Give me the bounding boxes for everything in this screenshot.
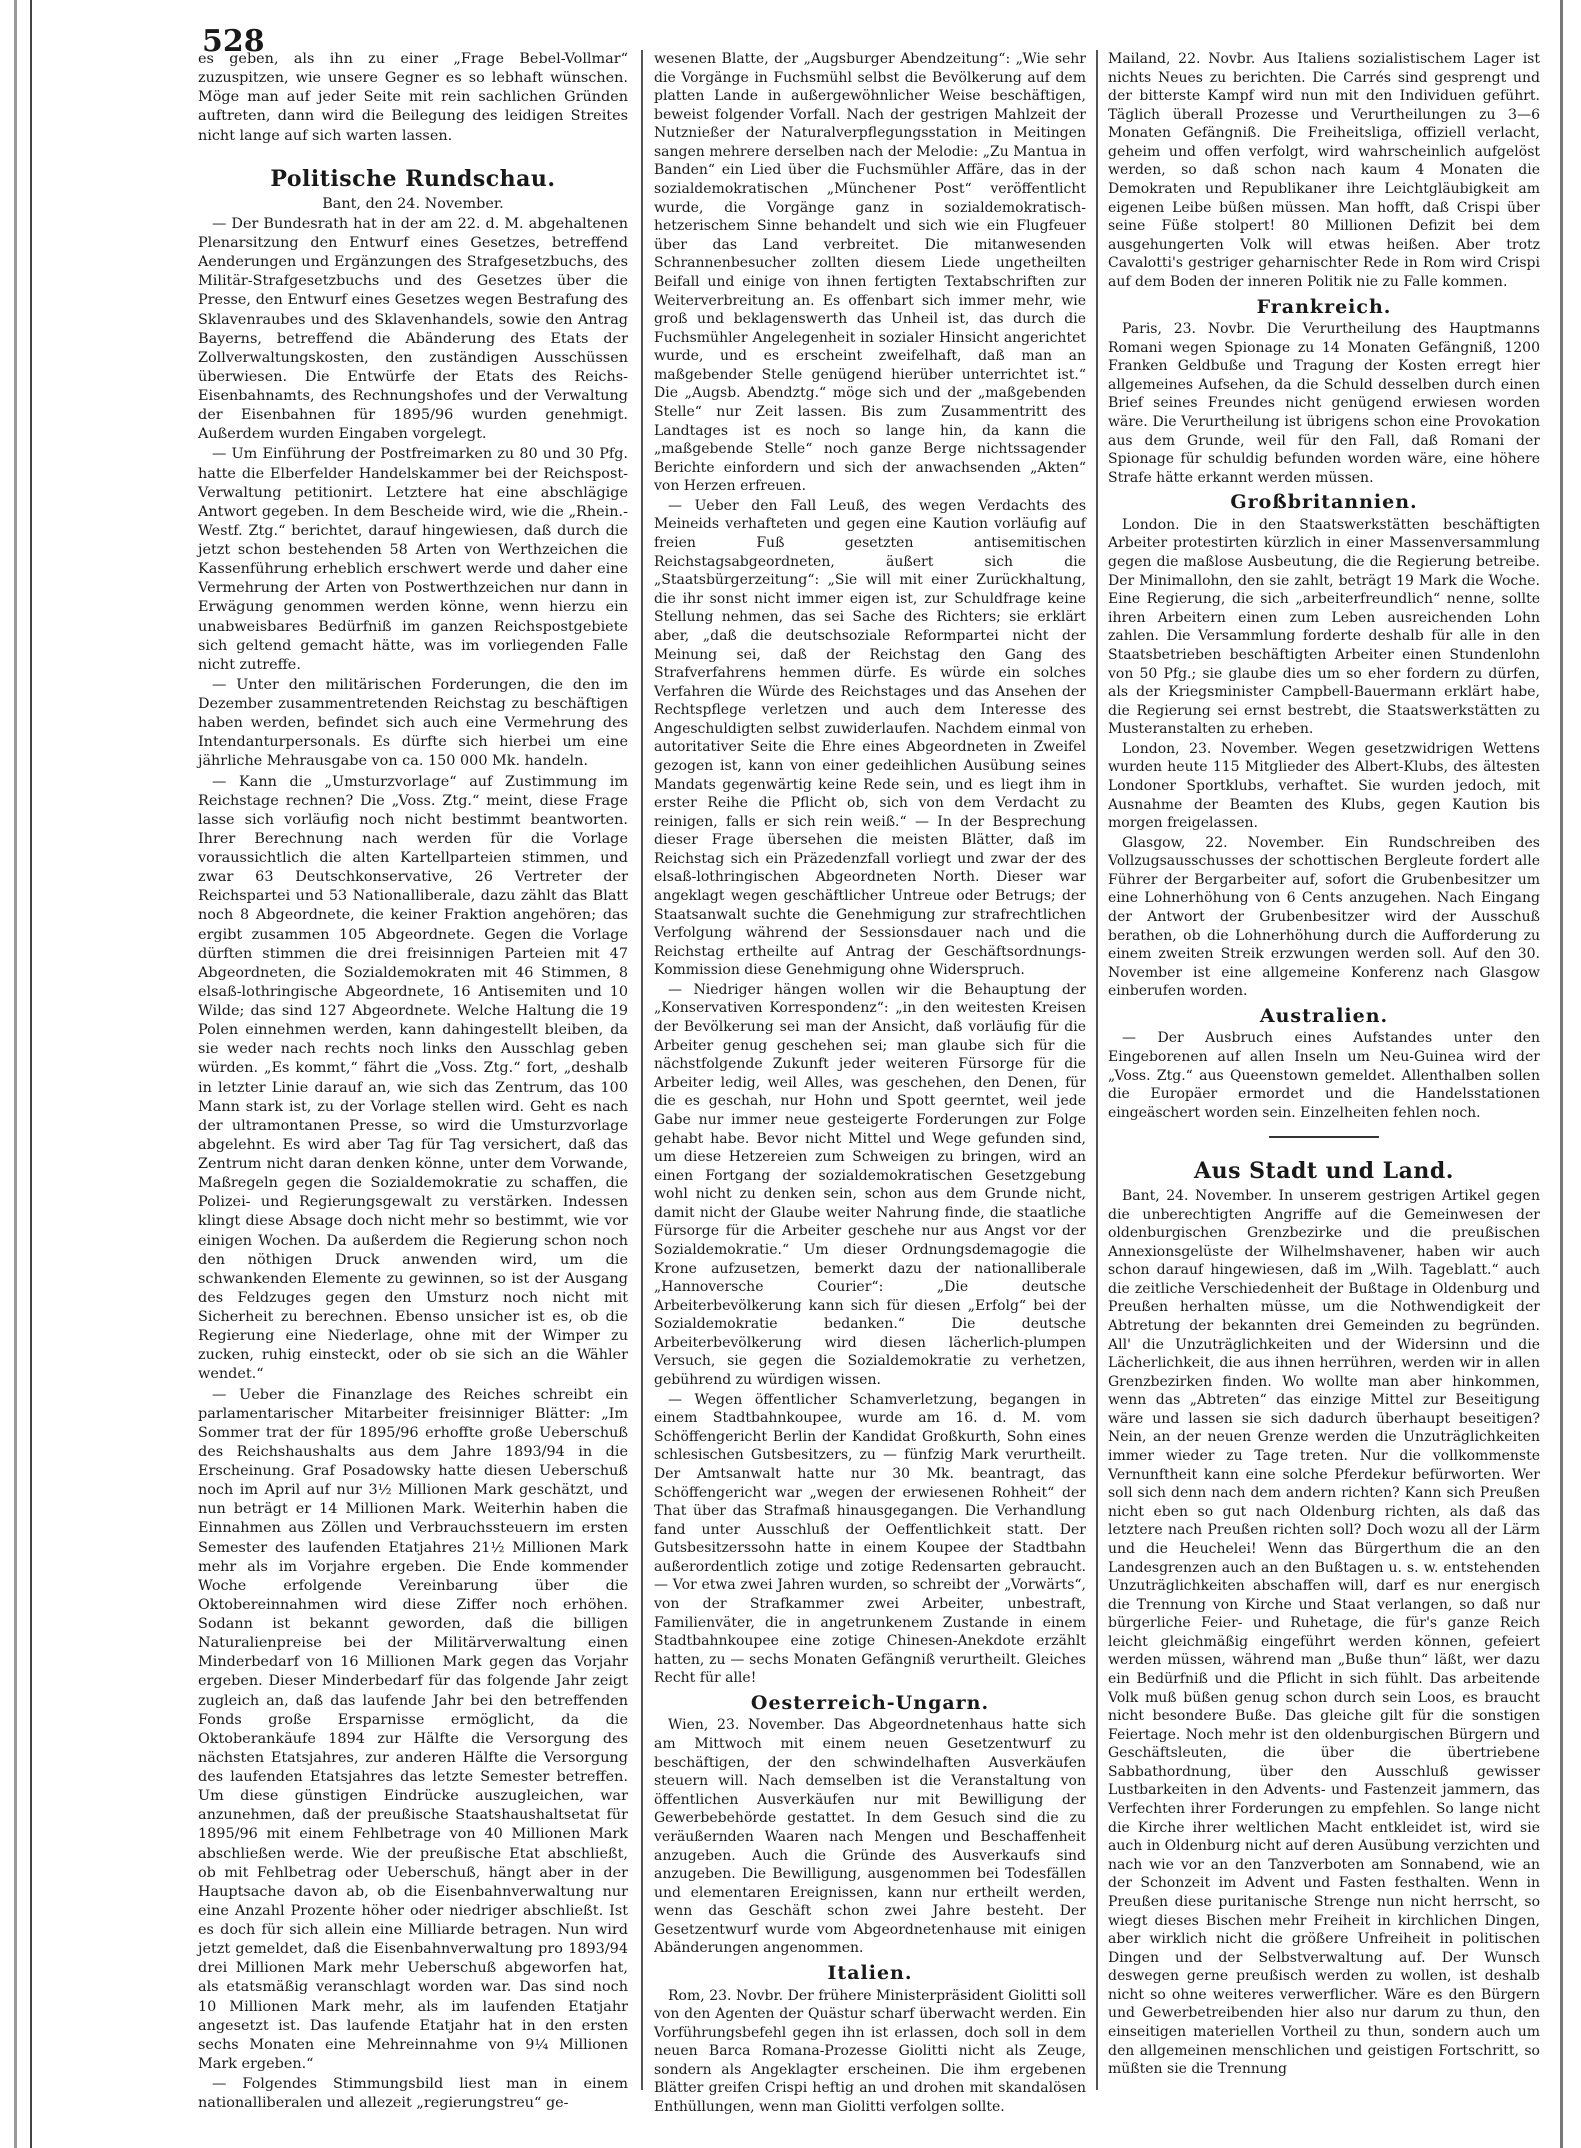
column-rule-1 [641,50,643,2090]
news-item-schamverletzung: — Wegen öffentlicher Schamverletzung, begangen in einem Stadtbahnkoupee, wurde am 16. d. M. vom Schöffengericht Berlin der Kandidat Großkurth, Sohn eines schlesischen Gutsbesitzers, zu — fünfzig Mark verurtheilt. Der Amtsanwalt hatte nur 30 Mk. beantragt, das Schöffengericht war „wegen der erwiesenen Rohheit“ der That über das Strafmaß hinausgegangen. Die Verhandlung fand unter Ausschluß der Oeffentlichkeit statt. Der Gutsbesitzerssohn hatte in einem Koupee der Stadtbahn außerordentlich zotige und zotige Redensarten gebraucht. — Vor etwa zwei Jahren wurden, so schreibt der „Vorwärts“, von der Strafkammer zwei Arbeiter, unbestraft, Familienväter, die in angetrunkenem Zustande in einem Stadtbahnkoupee eine zotige Chinesen-Anekdote erzählt hatten, zu — sechs Monaten Gefängniß verurtheilt. Gleiches Recht für alle! [654,1391,1086,1687]
section-heading-politische-rundschau: Politische Rundschau. [270,165,556,192]
news-item-bundesrath: — Der Bundesrath hat in der am 22. d. M. abgehaltenen Plenarsitzung den Entwurf eines Gesetzes, betreffend Aenderungen und Ergänzungen des Strafgesetzbuchs, des Militär-Strafgesetzbuchs und des Gesetzes über die Presse, den Entwurf eines Gesetzes wegen Bestrafung des Sklavenraubes und des Sklavenhandels, sowie den Antrag Bayerns, betreffend die Abänderung des Etats der Zollverwaltungskosten, den zuständigen Ausschüssen überwiesen. Die Entwürfe der Etats des Reichs-Eisenbahnamts, des Rechnungshofes und der Verwaltung der Eisenbahnen für 1895/96 wurden genehmigt. Außerdem wurden Eingaben vorgelegt. [198,215,628,443]
column-left [198,50,628,2114]
column-right [1108,50,1540,2080]
news-item-konservative: — Niedriger hängen wollen wir die Behauptung der „Konservativen Korrespondenz“: „in den weitesten Kreisen der Bevölkerung sei man der Ansicht, daß vorläufig für die Arbeiter genug geschehen sei; man glaube sich für die nächstfolgende Zukunft jeder weiteren Fürsorge für die Arbeiter ledig, weil Alles, was geschehen, den Denen, für die es geschah, nur Hohn und Spott geerntet, weil jede Gabe nur immer neue gesteigerte Forderungen zur Folge gehabt habe. Bevor nicht Mittel und Wege gefunden sind, um diese Hetzereien zum Schweigen zu bringen, wird an einen Fortgang der sozialdemokratischen Gesetzgebung wohl nicht zu denken sein, schon aus dem Grunde nicht, damit nicht der Glaube weiter Nahrung finde, die staatliche Fürsorge für die Arbeiter geschehe nur aus Angst vor der Sozialdemokratie.“ Um dieser Ordnungsdemagogie die Krone aufzusetzen, bemerkt dazu der nationalliberale „Hannoversche Courier“: „Die deutsche Arbeiterbevölkerung kann sich für diesen „Erfolg“ bei der Sozialdemokratie bedanken.“ Die deutsche Arbeiterbevölkerung wird diesen lächerlich-plumpen Versuch, sie gegen die Sozialdemokratie zu verhetzen, gebührend zu würdigen wissen. [654,981,1086,1389]
section-divider [1269,1136,1379,1138]
news-item-london-1: London. Die in den Staatswerkstätten beschäftigten Arbeiter protestirten kürzlich in einer Massenversammlung gegen die maßlose Ausbeutung, die die Regierung betreibe. Der Minimallohn, den sie zahlt, beträgt 19 Mark die Woche. Eine Regierung, die sich „arbeiterfreundlich“ nenne, sollte ihren Arbeitern einen zum Leben ausreichenden Lohn zahlen. Die Versammlung forderte deshalb für alle in den Staatsbetrieben beschäftigten Arbeiter einen Stundenlohn von 50 Pfg.; sie glaube dies um so eher fordern zu dürfen, als der Kriegsminister Campbell-Bauermann erklärt habe, die Regierung sei ernst bestrebt, die Staatswerkstätten zu Musteranstalten zu erheben. [1108,516,1540,738]
section-heading-italien: Italien. [827,1961,913,1984]
section-heading-aus-stadt-und-land: Aus Stadt und Land. [1194,1158,1454,1185]
section-heading-grossbritannien: Großbritannien. [1230,491,1418,514]
section-heading-oesterreich: Oesterreich-Ungarn. [750,1691,990,1714]
news-item-fall-leuss: — Ueber den Fall Leuß, des wegen Verdachts des Meineids verhafteten und gegen eine Kaution vorläufig auf freien Fuß gesetzten antisemitischen Reichstagsabgeordneten, äußert sich die „Staatsbürgerzeitung“: „Sie will mit einer Zurückhaltung, die ihr sonst nicht immer eigen ist, zur Schuldfrage keine Stellung nehmen, das sei Sache des Richters; sie erklärt aber, „daß die deutschsoziale Reformpartei nicht der Meinung sei, daß der Reichstag den Gang des Strafverfahrens hemmen dürfe. Es würde ein solches Verfahren die Würde des Reichstages und das Ansehen der Rechtspflege verletzen und auch dem Interesse des Angeschuldigten selbst zuwiderlaufen. Nachdem einmal von autoritativer Seite die Ehre eines Abgeordneten in Zweifel gezogen ist, kann von einer gedeihlichen Ausübung seines Mandats gegenwärtig keine Rede sein, und es liegt ihm in erster Reihe die Pflicht ob, sich von dem Verdacht zu reinigen, falls er sich rein weiß.“ — In der Besprechung dieser Frage übersehen die meisten Blätter, daß im Reichstag sich ein Präzedenzfall vorliegt und zwar der des elsaß-lothringischen Abgeordneten North. Dieser war angeklagt wegen geschäftlicher Untreue oder Betrugs; der Staatsanwalt suchte die Genehmigung zur strafrechtlichen Verfolgung während der Sessionsdauer nach und die Reichstag ertheilte auf Antrag der Geschäftsordnungs-Kommission diese Genehmigung ohne Widerspruch. [654,497,1086,979]
news-item-militaer: — Unter den militärischen Forderungen, die den im Dezember zusammentretenden Reichstag zu beschäftigen haben werden, befindet sich auch eine Vermehrung des Intendanturpersonals. Es dürfte sich hierbei um eine jährliche Mehrausgabe von ca. 150 000 Mk. handeln. [198,676,628,770]
news-item-rom: Rom, 23. Novbr. Der frühere Ministerpräsident Giolitti soll von den Agenten der Quästur scharf überwacht werden. Ein Vorführungsbefehl gegen ihn ist erlassen, doch soll in dem neuen Barca Romana-Prozesse Giolitti nicht als Zeuge, sondern als Angeklagter erscheinen. Die ihm ergebenen Blätter greifen Crispi heftig an und drohen mit skandalösen Enthüllungen, wenn man Giolitti verfolgen sollte. [654,1987,1086,2116]
page-binding-edge [0,0,32,2148]
section-heading-australien: Australien. [1259,1004,1389,1027]
right-page-edge [1560,0,1581,2148]
column-rule-2 [1096,50,1098,2090]
news-item-wien: Wien, 23. November. Das Abgeordnetenhaus hatte sich am Mittwoch mit einem neuen Gesetzentwurf zu beschäftigen, der den schwindelhaften Ausverkäufen steuern will. Nach demselben ist die Veranstaltung von öffentlichen Ausverkäufen nur mit Bewilligung der Gewerbebehörde gestattet. In dem Gesuch sind die zu veräußernden Waaren nach Mengen und Beschaffenheit anzugeben. Auch die Gründe des Ausverkaufs sind anzugeben. Die Bewilligung, ausgenommen bei Todesfällen und elementaren Ereignissen, kann nur ertheilt werden, wenn das Geschäft schon zwei Jahre besteht. Der Gesetzentwurf wurde vom Abgeordnetenhause mit einigen Abänderungen angenommen. [654,1717,1086,1957]
column-middle [654,50,1086,2118]
news-item-mailand: Mailand, 22. Novbr. Aus Italiens sozialistischem Lager ist nichts Neues zu berichten. Die Carrés sind gesprengt und der bitterste Kampf wird nun mit den Individuen geführt. Täglich überall Prozesse und Verurtheilungen zu 3—6 Monaten Gefängniß. Die Freiheitsliga, offiziell verlacht, geheim und offen verfolgt, wird wahrscheinlich aufgelöst werden, so daß schon nach kaum 4 Monaten die Demokraten und Republikaner ihre Leichtgläubigkeit am eigenen Leibe büßen müssen. Man hofft, daß Crispi über seine Füße stolpert! 80 Millionen Defizit bei dem ausgehungerten Volk will etwas heißen. Aber trotz Cavalotti's gestriger geharnischter Rede in Rom wird Crispi auf dem Boden der inneren Politik nie zu Falle kommen. [1108,51,1540,290]
news-item-london-2: London, 23. November. Wegen gesetzwidrigen Wettens wurden heute 115 Mitglieder des Albert-Klubs, des ältesten Londoner Sportklubs, verhaftet. Sie wurden jedoch, mit Ausnahme der Beamten des Klubs, gegen Kaution bis morgen freigelassen. [1108,740,1540,832]
news-item-paris: Paris, 23. Novbr. Die Verurtheilung des Hauptmanns Romani wegen Spionage zu 14 Monaten Gefängniß, 1200 Franken Geldbuße und Tragung der Kosten erregt hier allgemeines Aufsehen, da die Schuld desselben durch einen Brief seines Freundes nicht genügend erwiesen worden wäre. Die Verurtheilung ist übrigens schon eine Provokation aus dem Grunde, weil für den Fall, daß Romani der Spionage für schuldig befunden worden wäre, eine höhere Strafe hätte erkannt werden müssen. [1108,321,1540,486]
page-number: 528 [202,24,265,59]
dateline: Bant, den 24. November. [322,195,504,212]
news-item-glasgow: Glasgow, 22. November. Ein Rundschreiben des Vollzugsausschusses der schottischen Bergleute fordert alle Führer der Bergarbeiter auf, sofort die Grubenbesitzer um eine Lohnerhöhung von 6 Cents anzugehen. Nach Eingang der Antwort der Grubenbesitzer wird der Ausschuß berathen, ob die Lohnerhöhung durch die Aufforderung zu einem zweiten Streik erzwungen werden soll. Auf den 30. November ist eine allgemeine Konferenz nach Glasgow einberufen worden. [1108,834,1540,1000]
news-item-finanzlage: — Ueber die Finanzlage des Reiches schreibt ein parlamentarischer Mitarbeiter freisinniger Blätter: „Im Sommer trat der für 1895/96 erhoffte große Ueberschuß des Reichshaushalts aus dem Jahre 1893/94 in die Erscheinung. Graf Posadowsky hatte diesen Ueberschuß noch im April auf nur 3½ Millionen Mark geschätzt, und nun beträgt er 14 Millionen Mark. Weiterhin haben die Einnahmen aus Zöllen und Verbrauchssteuern im ersten Semester des laufenden Etatjahres 21½ Millionen Mark mehr als im Vorjahre ergeben. Die Ende kommender Woche erfolgende Vereinbarung über die Oktobereinnahmen wird diese Ziffer noch erhöhen. Sodann ist bekannt geworden, daß die billigen Naturalienpreise bei der Militärverwaltung einen Minderbedarf von 16 Millionen Mark gegen das Vorjahr ergeben. Dieser Minderbedarf für das folgende Jahr zeigt zugleich an, daß das laufende Jahr bei den betreffenden Fonds große Ersparnisse ermöglicht, da die Oktoberankäufe 1894 zur Hälfte die Versorgung des nächsten Etatsjahres, zur anderen Hälfte die Versorgung des laufenden Etatsjahres das letzte Semester betreffen. Um diese günstigen Eindrücke auszugleichen, war anzunehmen, daß der preußische Staatshaushaltsetat für 1895/96 mit einem Fehlbetrage von 40 Millionen Mark abschließen werde. Wie der preußische Etat abschließt, ob mit Fehlbetrag oder Ueberschuß, hängt aber in der Hauptsache davon ab, ob die Eisenbahnverwaltung nur eine Anzahl Prozente höher oder niedriger abschließt. Ist es doch für sich allein eine Milliarde betragen. Nun wird jetzt gemeldet, daß die Eisenbahnverwaltung pro 1893/94 drei Millionen Mark mehr Ueberschuß abgeworfen hat, als etatsmäßig veranschlagt worden war. Das sind noch 10 Millionen Mark mehr, als im laufenden Etatjahr angesetzt ist. Das laufende Etatjahr hat in den ersten sechs Monaten eine Mehreinnahme von 9¼ Millionen Mark ergeben.“ [198,1386,628,2072]
news-item-umsturzvorlage: — Kann die „Umsturzvorlage“ auf Zustimmung im Reichstage rechnen? Die „Voss. Ztg.“ meint, diese Frage lasse sich vorläufig noch nicht bestimmt beantworten. Ihrer Berechnung nach werden für die Vorlage voraussichtlich die alten Kartellparteien stimmen, und zwar 63 Deutschkonservative, 26 Vertreter der Reichspartei und 53 Nationalliberale, dazu zählt das Blatt noch 8 Abgeordnete, die keiner Fraktion angehören; das ergibt zusammen 105 Abgeordnete. Gegen die Vorlage dürften stimmen die drei freisinnigen Parteien mit 47 Abgeordneten, die Sozialdemokraten mit 46 Stimmen, 8 elsaß-lothringische Abgeordnete, 16 Antisemiten und 10 Wilde; das sind 127 Abgeordnete. Welche Haltung die 19 Polen einnehmen werden, kann dahingestellt bleiben, da sie weder nach rechts noch links den Ausschlag geben würden. „Es kommt,“ fährt die „Voss. Ztg.“ fort, „deshalb in letzter Linie darauf an, wie sich das Zentrum, das 100 Mann stark ist, zu der Vorlage stellen wird. Geht es nach der ultramontanen Presse, so wird die Umsturzvorlage abgelehnt. Es wird aber Tag für Tag versichert, daß das Zentrum nicht daran denken könne, unter dem Vorwande, Maßregeln gegen die Sozialdemokratie zu schaffen, die Polizei- und Regierungsgewalt zu verstärken. Indessen klingt diese Absage doch nicht mehr so bestimmt, wie vor einigen Wochen. Da außerdem die Regierung schon noch den nöthigen Druck anwenden wird, um die schwankenden Elemente zu gewinnen, so ist der Ausgang des Feldzuges gegen den Umsturz noch nicht mit Sicherheit zu berechnen. Ebenso unsicher ist es, ob die Regierung eine Niederlage, ohne mit der Wimper zu zucken, ruhig einsteckt, oder ob sie sich an die Wähler wendet.“ [198,773,628,1383]
binding-line [14,0,17,2148]
section-heading-frankreich: Frankreich. [1256,295,1392,318]
news-item-postfreimarken: — Um Einführung der Postfreimarken zu 80 und 30 Pfg. hatte die Elberfelder Handelskammer bei der Reichspost-Verwaltung petitionirt. Letztere hat eine abschlägige Antwort gegeben. In dem Bescheide wird, wie die „Rhein.-Westf. Ztg.“ berichtet, darauf hingewiesen, daß durch die jetzt schon bestehenden 58 Arten von Werthzeichen die Kassenführung erheblich erschwert werde und daher eine Vermehrung der Arten von Postwerthzeichen nur dann in Erwägung genommen werden könne, wenn hierzu ein unabweisbares Bedürfniß im ganzen Reichspostgebiete sich geltend gemacht hätte, was im vorliegenden Falle nicht zutreffe. [198,446,628,673]
news-item-bant: Bant, 24. November. In unserem gestrigen Artikel gegen die unberechtigten Angriffe auf die Gemeinwesen der oldenburgischen Grenzbezirke und die preußischen Annexionsgelüste der Wilhelmshavener, haben wir auch schon darauf hingewiesen, daß im „Wilh. Tageblatt.“ auch die zeitliche Verschiedenheit der Bußtage in Oldenburg und Preußen herhalten müsse, um die Nothwendigkeit der Abtretung der bekannten drei Gemeinden zu begründen. All' die Unzuträglichkeiten und der Widersinn und die Lächerlichkeit, die aus ihnen herrühren, werden wir in allen Grenzbezirken finden. Wo wollte man aber hinkommen, wenn das „Abtreten“ das einzige Mittel zur Beseitigung wäre und lassen sie sich dadurch überhaupt beseitigen? Nein, an der neuen Grenze werden die Unzuträglichkeiten immer wieder zu Tage treten. Nur die vollkommenste Vernunftheit kann eine solche Pferdekur befürworten. Wer soll sich denn nach dem andern richten? Kann sich Preußen nicht eben so gut nach Oldenburg richten, als daß das letztere nach Preußen richten soll? Doch wozu all der Lärm und die Heuchelei! Wenn das Bürgerthum die an den Landesgrenzen auch an den Bußtagen u. s. w. entstehenden Unzuträglichkeiten abschaffen will, darf es nur energisch die Trennung von Kirche und Staat verlangen, so daß nur bürgerliche Feier- und Ruhetage, die für's ganze Reich leicht gleichmäßig eingeführt werden können, gefeiert werden müssen, während man „Buße thun“ läßt, wer dazu ein Bedürfniß und die Pflicht in sich fühlt. Das arbeitende Volk muß büßen genug schon durch sein Loos, es braucht nicht besondere Buße. Das gleiche gilt für die sonstigen Feiertage. Noch mehr ist den oldenburgischen Bürgern und Geschäftsleuten, die über die übertriebene Sabbathordnung, über den Ausschluß gewisser Lustbarkeiten in den Advents- und Fastenzeit jammern, das Verfechten ihrer Forderungen zu empfehlen. So lange nicht die Kirche ihrer weltlichen Macht entkleidet ist, wird sie auch in Oldenburg nicht auf deren Ausübung verzichten und nach wie vor an den Tanzverboten am Sonnabend, wie an der Schonzeit im Advent und Fasten festhalten. Wenn in Preußen diese puritanische Strenge nun nicht herrscht, so wiegt dieses Bischen mehr Freiheit in kirchlichen Dingen, aber wirklich nicht die größere Unfreiheit in politischen Dingen und der Selbstverwaltung auf. Der Wunsch deswegen gerne preußisch werden zu wollen, ist deshalb nicht so ohne weiteres verwerflicher. Wäre es den Bürgern und Gewerbetreibenden hier also nur darum zu thun, den einseitigen materiellen Vortheil zu thun, sondern auch um den allgemeinen menschlichen und geistigen Fortschritt, so müßten sie die Trennung [1108,1187,1540,2078]
article-continuation: es geben, als ihn zu einer „Frage Bebel-Vollmar“ zuzuspitzen, wie unsere Gegner es so lebhaft wünschen. Möge man auf jeder Seite mit rein sachlichen Gründen auftreten, dann wird die Beilegung des leidigen Streites nicht lange auf sich warten lassen. [198,51,628,144]
news-item-neu-guinea: — Der Ausbruch eines Aufstandes unter den Eingeborenen auf allen Inseln um Neu-Guinea wird der „Voss. Ztg.“ aus Queenstown gemeldet. Allenthalben sollen die Europäer ermordet und die Handelsstationen eingeäschert worden sein. Einzelheiten fehlen noch. [1108,1030,1540,1121]
news-item-augsburger: wesenen Blatte, der „Augsburger Abendzeitung“: „Wie sehr die Vorgänge in Fuchsmühl selbst die Bevölkerung auf dem platten Lande in außergewöhnlicher Weise beschäftigen, beweist folgender Vorfall. Nach der gestrigen Mahlzeit der Nutznießer der Naturalverpflegungsstation in Meitingen sangen mehrere derselben nach der Melodie: „Zu Mantua in Banden“ ein Lied über die Fuchsmühler Affäre, das in der sozialdemokratischen „Münchener Post“ veröffentlicht wurde, die Vorgänge ganz in sozialdemokratisch-hetzerischem Sinne behandelt und sich wie ein Flugfeuer über das Land verbreitet. Die mitanwesenden Schrannenbesucher zollten diesem Liede ungetheilten Beifall und einige von ihnen fertigten Textabschriften zur Weiterverbreitung an. Es offenbart sich immer mehr, wie groß und beklagenswerth das Unheil ist, das durch die Fuchsmühler Angelegenheit in sozialer Hinsicht angerichtet wurde, und es erscheint zweifelhaft, daß man an maßgebender Stelle genügend hierüber unterrichtet ist.“ Die „Augsb. Abendztg.“ möge sich und der „maßgebenden Stelle“ nur Zeit lassen. Bis zum Zusammentritt des Landtages ist es noch so lange hin, da kann die „maßgebende Stelle“ noch ganze Berge nichtssagender Berichte einfordern und sich der anwachsenden „Akten“ von Herzen erfreuen. [654,51,1086,495]
news-item-stimmungsbild: — Folgendes Stimmungsbild liest man in einem nationalliberalen und allezeit „regierungstreu“ ge- [198,2076,628,2112]
